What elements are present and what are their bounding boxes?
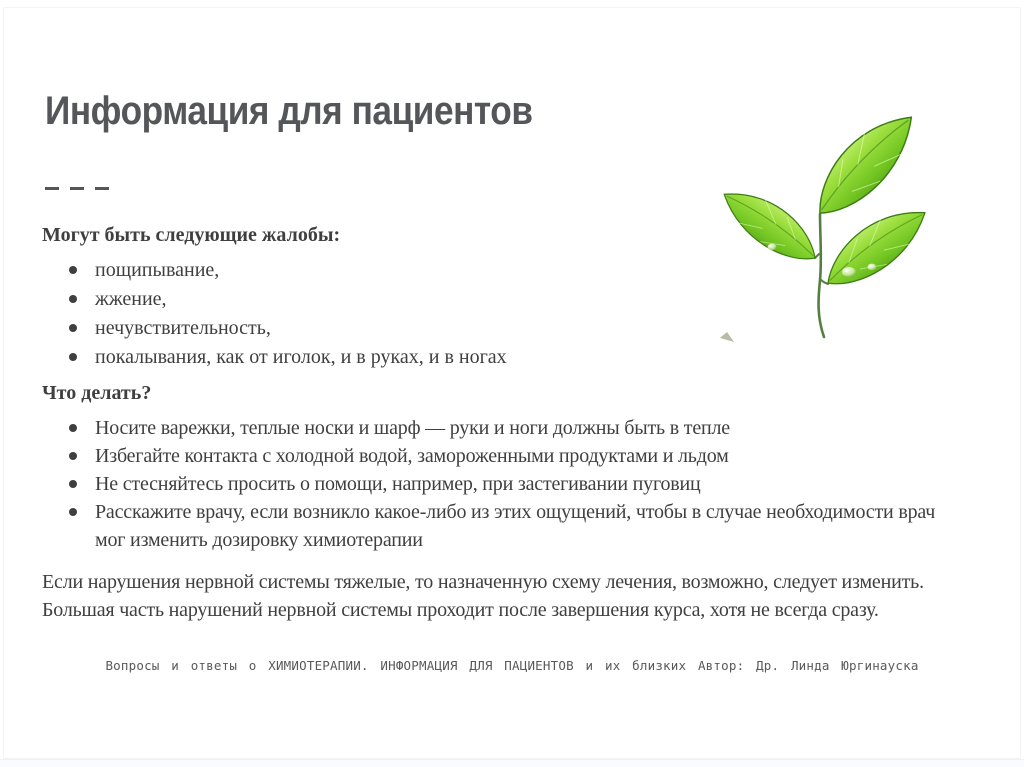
list-item-text: жжение, [95,288,167,310]
list-item-text: нечувствительность, [95,317,271,339]
divider-dash [95,187,109,190]
bullet-icon [69,452,77,460]
list-item [42,442,942,470]
list-item [42,498,942,554]
page-title-text: Информация для пациентов [45,89,533,133]
list-item-text: Носите варежки, теплые носки и шарф — руки и ноги должны быть в тепле [95,417,730,439]
list-item-text: покалывания, как от иголок, и в руках, и в ногах [95,346,507,368]
bullet-icon [69,295,77,303]
bullet-icon [69,353,77,361]
green-leaf-sprig-icon [690,95,950,355]
bullet-icon [69,424,77,432]
divider-dash [45,187,59,190]
bullet-icon [69,508,77,516]
bullet-icon [69,266,77,274]
list-item-text: Не стесняйтесь просить о помощи, например, при застегивании пуговиц [95,473,701,495]
complaints-heading: Могут быть следующие жалобы: [42,224,341,246]
closing-paragraph: Если нарушения нервной системы тяжелые, то назначенную схему лечения, возможно, следует изменить. Большая часть нарушений нервной системы проходит после завершения курса, хотя не всегда сразу. [42,571,924,621]
divider-dash [70,187,84,190]
list-item-text: пощипывание, [95,259,220,281]
stem [819,214,824,337]
list-item [42,470,942,498]
footer-caption: Вопросы и ответы о ХИМИОТЕРАПИИ. ИНФОРМАЦИЯ ДЛЯ ПАЦИЕНТОВ и их близких Автор: Др. Линда Юргинауска [105,658,919,673]
leaf-top [802,101,929,228]
page-title [45,88,599,134]
leaf-left [713,178,827,272]
slide-bottom-edge [0,759,1024,767]
list-item [42,414,942,442]
bullet-icon [69,324,77,332]
list-item-text: Расскажите врачу, если возникло какое-либо из этих ощущений, чтобы в случае необходимости врач мог изменить дозировку химиотерапии [95,501,936,551]
bullet-icon [69,480,77,488]
title-divider [45,187,109,190]
actions-heading: Что делать? [42,382,152,404]
actions-list [42,414,942,554]
list-item-text: Избегайте контакта с холодной водой, замороженными продуктами и льдом [95,445,729,467]
leaf-fragment [720,332,734,342]
